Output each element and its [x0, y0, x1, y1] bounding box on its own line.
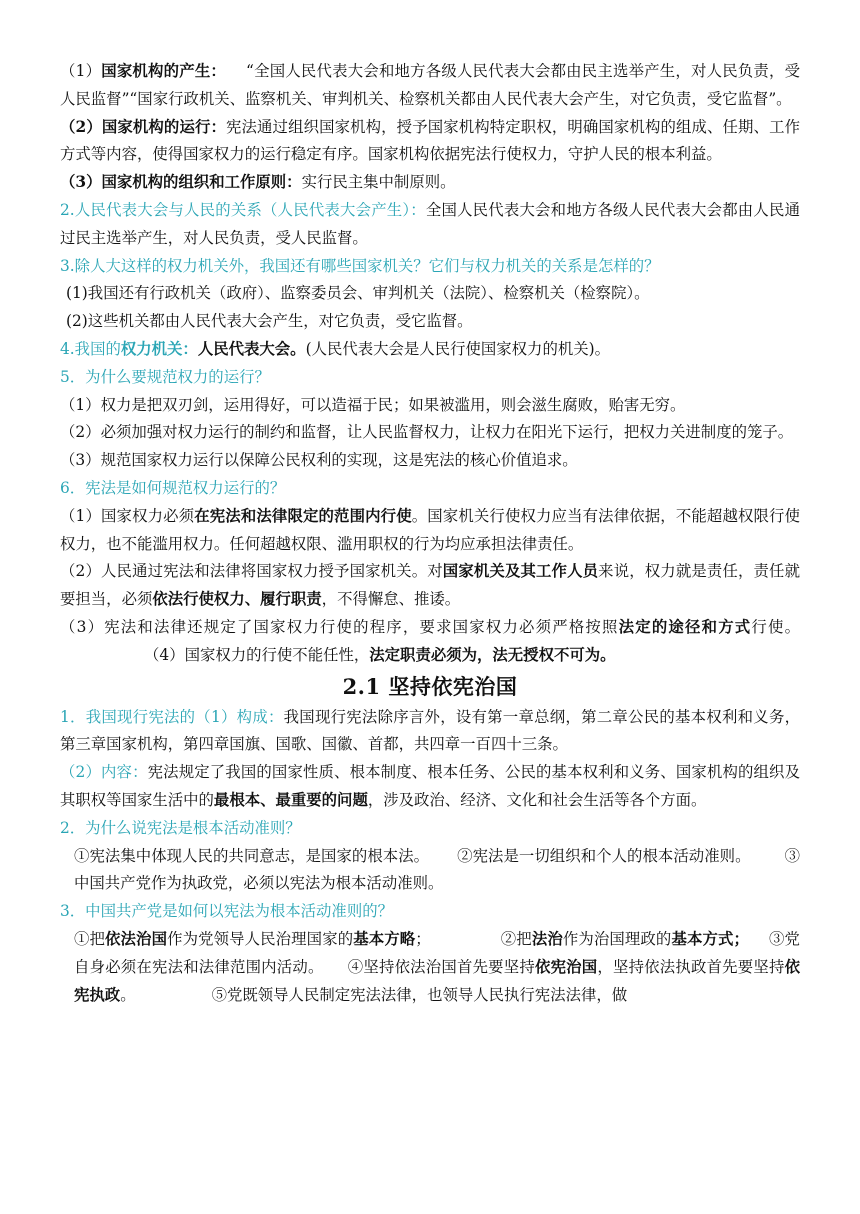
- question-5-heading: 5．为什么要规范权力的运行？: [60, 367, 270, 386]
- question-3-answer-1: (1)我国还有行政机关（政府）、监察委员会、审判机关（法院）、检察机关（检察院）。: [66, 284, 650, 303]
- topic-1-content: [60, 759, 800, 815]
- paragraph-organ-operation: [60, 114, 800, 170]
- answer-text: ；: [415, 929, 431, 948]
- question-heading: 4.我国的: [60, 339, 121, 358]
- topic-bold: 最根本、最重要的问题: [213, 790, 368, 809]
- paragraph-organ-formation: [60, 58, 800, 114]
- topic-text: 宪法规定了我国的国家性质、根本制度、根本任务、公民的基本权利和义务、国家机构的组织及其职权等国家生活中的: [60, 763, 800, 809]
- section-title: 2.1 坚持依宪治国: [342, 673, 518, 699]
- topic-heading: 1．我国现行宪法的（1）构成：: [60, 707, 284, 726]
- answer-text: ④坚持依法治国首先要坚持: [347, 957, 535, 976]
- answer-text: (人民代表大会是人民行使国家权力的机关)。: [305, 339, 611, 358]
- question-3-answer-2: (2)这些机关都由人民代表大会产生，对它负责，受它监督。: [66, 312, 473, 331]
- question-heading-bold: 权力机关：: [120, 339, 198, 358]
- answer-text: ①宪法集中体现人民的共同意志，是国家的根本法。: [74, 846, 430, 865]
- answer-bold: 人民代表大会。: [197, 339, 306, 358]
- paragraph-organ-principle: [60, 169, 800, 197]
- answer-bold: 依宪治国: [534, 957, 598, 976]
- answer-text: （2）人民通过宪法和法律将国家权力授予国家机关。对: [60, 562, 443, 581]
- item-heading: （3）国家机构的组织和工作原则：: [60, 173, 302, 192]
- answer-bold: 法治: [531, 929, 563, 948]
- question-6-heading: 6．宪法是如何规范权力运行的？: [60, 478, 286, 497]
- item-text: “全国人民代表大会和地方各级人民代表大会都由民主选举产生，对人民负责，受人民监督”“国家行政机关、监察机关、审判机关、检察机关都由人民代表大会产生，对它负责，受它监督”。: [60, 62, 800, 108]
- answer-bold: 依法治国: [105, 929, 168, 948]
- answer-text: ③党自身必须在宪法和法律范围内活动。: [74, 929, 800, 976]
- answer-text: 。: [120, 985, 136, 1004]
- topic-2-heading: 2．为什么说宪法是根本活动准则？: [60, 818, 301, 837]
- topic-subheading: （2）内容：: [60, 763, 148, 782]
- topic-3-heading: 3．中国共产党是如何以宪法为根本活动准则的？: [60, 902, 393, 921]
- question-2: [60, 197, 800, 253]
- answer-bold: 法定职责必须为，法无授权不可为。: [369, 645, 616, 664]
- answer-text: 来说，权力就是责任，责任就要担当，必须: [60, 562, 800, 609]
- topic-2-answers: [60, 843, 800, 899]
- answer-text: 全国人民代表大会和地方各级人民代表大会都由人民通过民主选举产生，对人民负责，受人民监督。: [60, 200, 800, 247]
- answer-text: ，坚持依法执政首先要坚持: [597, 957, 785, 976]
- question-3-heading: 3.除人大这样的权力机关外，我国还有哪些国家机关？它们与权力机关的关系是怎样的？: [60, 256, 660, 275]
- answer-text: 作为党领导人民治理国家的: [167, 929, 354, 948]
- question-heading: 2.人民代表大会与人民的关系（人民代表大会产生）：: [60, 200, 426, 219]
- answer-bold: 依宪执政: [74, 957, 800, 1004]
- question-6-answer-3: [60, 614, 800, 670]
- answer-text: （3）宪法和法律还规定了国家权力行使的程序，要求国家权力必须严格按照: [60, 617, 619, 636]
- answer-bold: 在宪法和法律限定的范围内行使: [194, 506, 412, 525]
- answer-text: ⑤党既领导人民制定宪法法律，也领导人民执行宪法法律，做: [211, 985, 628, 1004]
- question-4: [60, 336, 800, 364]
- answer-bold: 基本方略: [353, 929, 416, 948]
- answer-bold: 基本方式: [671, 929, 734, 948]
- answer-text: ②宪法是一切组织和个人的根本活动准则。: [457, 846, 751, 865]
- item-text: 宪法通过组织国家机构，授予国家机构特定职权，明确国家机构的组成、任期、工作方式等内容，使得国家权力的运行稳定有序。国家机构依据宪法行使权力，守护人民的根本利益。: [60, 117, 800, 164]
- answer-text: （1）国家权力必须: [60, 506, 195, 525]
- question-5-answer-2: （2）必须加强对权力运行的制约和监督，让人民监督权力，让权力在阳光下运行，把权力关进制度的笼子。: [60, 423, 794, 442]
- answer-text: ③中国共产党作为执政党，必须以宪法为根本活动准则。: [74, 846, 800, 893]
- answer-bold: 国家机关及其工作人员: [442, 562, 599, 581]
- answer-text: ，不得懈怠、推诿。: [321, 590, 461, 609]
- answer-text: （4）国家权力的行使不能任性，: [144, 645, 370, 664]
- answer-text: ①把: [74, 929, 106, 948]
- answer-text: 行使。: [751, 617, 800, 636]
- question-6-answer-1: [60, 503, 800, 559]
- item-heading: 国家机构的产生：: [101, 62, 227, 80]
- topic-3-answers: [60, 926, 800, 1009]
- answer-text: 作为治国理政的: [562, 929, 672, 948]
- answer-bold: ；: [733, 929, 749, 948]
- topic-1-structure: [60, 704, 800, 760]
- answer-bold: 依法行使权力、履行职责: [152, 590, 322, 609]
- item-label: （1）: [60, 62, 102, 80]
- answer-bold: 法定的途径和方式: [618, 617, 752, 636]
- question-5-answer-3: （3）规范国家权力运行以保障公民权利的实现，这是宪法的核心价值追求。: [60, 451, 578, 470]
- topic-text: ，涉及政治、经济、文化和社会生活等各个方面。: [367, 790, 707, 809]
- item-heading: （2）国家机构的运行：: [60, 117, 226, 136]
- question-6-answer-2: [60, 558, 800, 614]
- answer-text: 。国家机关行使权力应当有法律依据，不能超越权限行使权力，也不能滥用权力。任何超越权限、滥用职权的行为均应承担法律责任。: [60, 506, 800, 553]
- topic-text: 我国现行宪法除序言外，设有第一章总纲，第二章公民的基本权利和义务，第三章国家机构，第四章国旗、国歌、国徽、首都，共四章一百四十三条。: [60, 707, 800, 754]
- item-text: 实行民主集中制原则。: [301, 173, 456, 192]
- question-5-answer-1: （1）权力是把双刃剑，运用得好，可以造福于民；如果被滥用，则会滋生腐败，贻害无穷。: [60, 395, 686, 414]
- answer-text: ②把: [500, 929, 532, 948]
